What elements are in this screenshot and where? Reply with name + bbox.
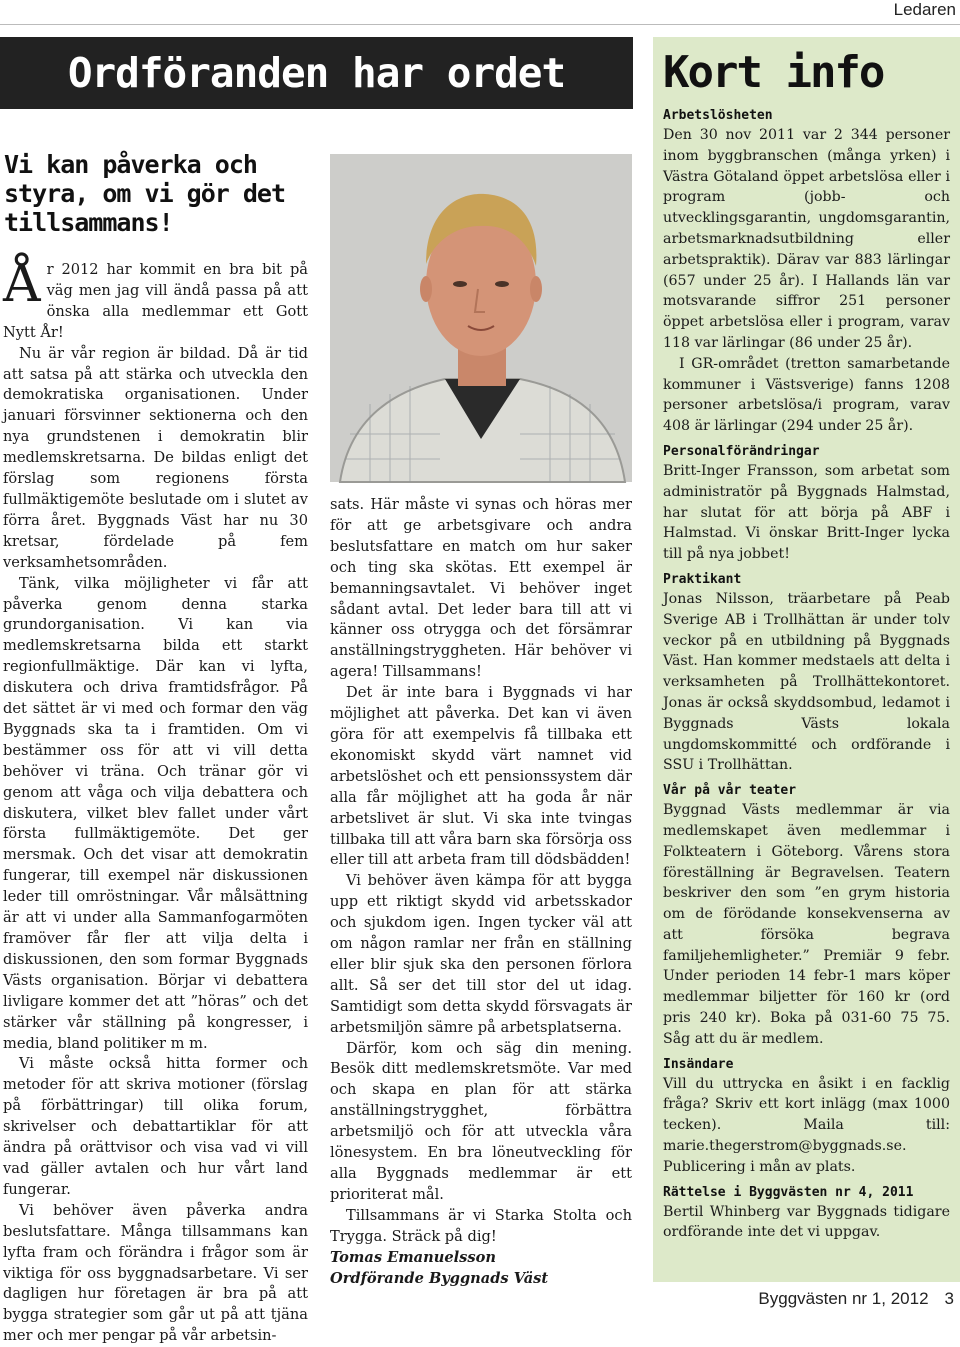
- article-headline: Vi kan påverka och styra, om vi gör det tillsammans!: [4, 150, 286, 237]
- article-column-2: [330, 495, 632, 1289]
- sidebar-heading: Rättelse i Byggvästen nr 4, 2011: [663, 1184, 914, 1200]
- author-portrait: [330, 154, 632, 482]
- article-paragraph: Vi behöver även kämpa för att bygga upp ett riktigt skydd vid arbetsskador och sjukdom igen. Ingen tycker väl att om någon ramlar ner från en ställning eller blir sjuk ska den personen förlora allt. Så ser det till stor del ut idag. Samtidigt som detta skydd försvagats är arbetsmiljön sämre på arbetsplatserna.: [330, 872, 632, 1036]
- article-paragraph: Det är inte bara i Byggnads vi har möjlighet att påverka. Det kan vi även göra för att exempelvis få tillbaka ett ekonomiskt skydd värt namnet vid arbetslöshet och ett pensionssystem där alla får möjlighet att ha goda år när arbetslivet är slut. Vi ska inte tvingas tillbaka till att våra barn ska försörja oss eller till att arbeta fram till dödsbädden!: [330, 684, 632, 869]
- sidebar-section-praktikant: Jonas Nilsson, träarbetare på Peab Sverige AB i Trollhättan är under tolv veckor på en utbildning på Byggnads Väst. Han kommer medstaels att delta i verksamheten på Trollhättekontoret. Jonas är också skyddsombud, ledamot i Byggnads Västs lokala ungdomskommitté och ordförande i SSU i Trollhättan.: [663, 590, 950, 774]
- header-divider: [0, 24, 960, 25]
- sidebar-heading: Praktikant: [663, 571, 742, 587]
- sidebar-heading: Arbetslösheten: [663, 108, 773, 123]
- signature-name: Tomas Emanuelsson: [330, 1248, 496, 1266]
- portrait-illustration: [330, 154, 632, 482]
- sidebar-section-teater: Byggnad Västs medlemmar är via medlemskapet även medlemmar i Folkteatern i Göteborg. Vårens stora föreställning är Begravelsen. Teatern beskriver den som ”en grym historia om de förödande konsekvenserna av att försöka begrava familjehemligheter.” Premiär 9 febr. Under perioden 14 febr-1 mars köper medlemmar biljetter för 160 kr (ord pris 240 kr). Boka på 031-60 75 75. Såg att du är medlem.: [663, 802, 950, 1047]
- page-title: Ordföranden har ordet: [67, 49, 566, 97]
- page-number: 3: [944, 1289, 954, 1308]
- publication-name: Byggvästen nr 1, 2012: [758, 1289, 929, 1308]
- sidebar-heading: Personalförändringar: [663, 443, 820, 459]
- drop-cap: Å: [3, 254, 41, 314]
- sidebar-section-personal: Britt-Inger Fransson, som arbetat som administratör på Byggnads Halmstad, har slutat för att börja på ABF i Halmstad. Vi önskar Britt-Inger lycka till på nya jobbet!: [663, 462, 950, 563]
- article-paragraph: Därför, kom och säg din mening. Besök ditt medlemskretsmöte. Var med och skapa en plan för att stärka anställningstrygghet, förbättra arbetsmiljö och för att utveckla våra lönesystem. En bra löneutveckling för alla Byggnads medlemmar är ett prioriterat mål.: [330, 1039, 632, 1203]
- sidebar-section-arbetslosheten: Den 30 nov 2011 var 2 344 personer inom byggbranschen (många yrken) i Västra Götaland öppet arbetslösa eller i program (jobb- och utvecklingsgarantin, ungdomsgarantin, arbetsmarknadsutbildning eller arbetspraktik). Därav var 883 lärlingar (657 under 25 år). I Hallands län var motsvarande siffror 251 personer öppet arbetslösa eller i program, varav 118 var lärlingar (86 under 25 år). I GR-området (tretton samarbetande kommuner i Västsverige) fanns 1208 personer arbetslösa/i program, varav 408 är lärlingar (294 under 25 år).: [663, 127, 950, 435]
- article-paragraph: Nu är vår region är bildad. Då är tid att satsa på att stärka och utveckla den demokratiska organisationen. Under januari försvinner sektionerna och den nya grundstenen i demokratin blir medlemskretsarna. De bildas enligt det förslag som regionens första fullmäktigemöte beslutade om i slutet av förra året. Byggnads Väst har nu 30 kretsar, fördelade på fem verksamhetsområden.: [3, 344, 308, 571]
- article-paragraph: Tänk, vilka möjligheter vi får att påverka genom denna starka grundorganisation. Vi kan via medlemskretsarna bilda ett starkt regionfullmäktige. Där kan vi lyfta, diskutera och driva framtidsfrågor. På det sättet är vi med och formar den väg Byggnads ska ta i framtiden. Om vi bestämmer oss för att vi vill detta behöver vi träna. Och tränar gör vi genom att våga och vilja debattera och diskutera, vilket blev fallet under vårt första fullmäktigemöte. Det ger mersmak. Och det visar att demokratin fungerar, till exempel när diskussionen leder till omröstningar. Vår målsättning är att vi under alla Sammanfogarmöten framöver får fler att vilja delta i diskussionen, den som formar Byggnads Västs organisation. Börjar vi debattera livligare kommer det att ”höras” och det stärker vår ställning på kongresser, i media, bland politiker m m.: [3, 574, 308, 1052]
- article-paragraph: År 2012 har kommit en bra bit på väg men jag vill ändå passa på att önska alla medlemmar ett Gott Nytt År!: [3, 254, 308, 341]
- sidebar-section-insandare: Vill du uttrycka en åsikt i en facklig fråga? Skriv ett kort inlägg (max 1000 tecken). Maila till: marie.thegerstrom@byggnads.se. Publicering i mån av plats.: [663, 1075, 950, 1175]
- article-paragraph: Tillsammans är vi Starka Stolta och Trygga. Sträck på dig!: [330, 1206, 632, 1245]
- article-paragraph: Vi måste också hitta former och metoder för att skriva motioner (förslag på förbättringar) till olika forum, skrivelser och debattartiklar för att ändra på orättvisor och visa vad vi vill vad gäller avtalen och hur vårt land fungerar.: [3, 1055, 308, 1198]
- article-paragraph: Vi behöver även påverka andra beslutsfattare. Många tillsammans kan lyfta fram och förändra i frågor som är viktiga för oss byggnadsarbetare. Vi ser dagligen hur företagen är bra på att bygga strategier som går ut på att tjäna mer och mer pengar på vår arbetsin-: [3, 1201, 308, 1345]
- sidebar-section-rattelse: Bertil Whinberg var Byggnads tidigare ordförande inte det vi uppgav.: [663, 1203, 950, 1241]
- article-paragraph: sats. Här måste vi synas och höras mer för att ge arbetsgivare och andra beslutsfattare en match om hur saker och ting ska skötas. Ett exempel är bemanningsavtalet. Vi behöver inget sådant avtal. Det leder bara till att vi känner oss otrygga och det försämrar anställningstryggheten. Här behöver vi agera! Tillsammans!: [330, 496, 632, 681]
- sidebar-heading: Insändare: [663, 1056, 734, 1072]
- signature-title: Ordförande Byggnads Väst: [330, 1269, 549, 1287]
- kort-info-sidebar: [653, 37, 960, 1282]
- article-column-1: [3, 254, 308, 1347]
- sidebar-heading: Vår på vår teater: [663, 783, 797, 799]
- sidebar-title: Kort info: [663, 47, 884, 98]
- section-label: Ledaren: [893, 0, 956, 19]
- title-banner: [0, 37, 633, 109]
- page-footer: [758, 1289, 954, 1309]
